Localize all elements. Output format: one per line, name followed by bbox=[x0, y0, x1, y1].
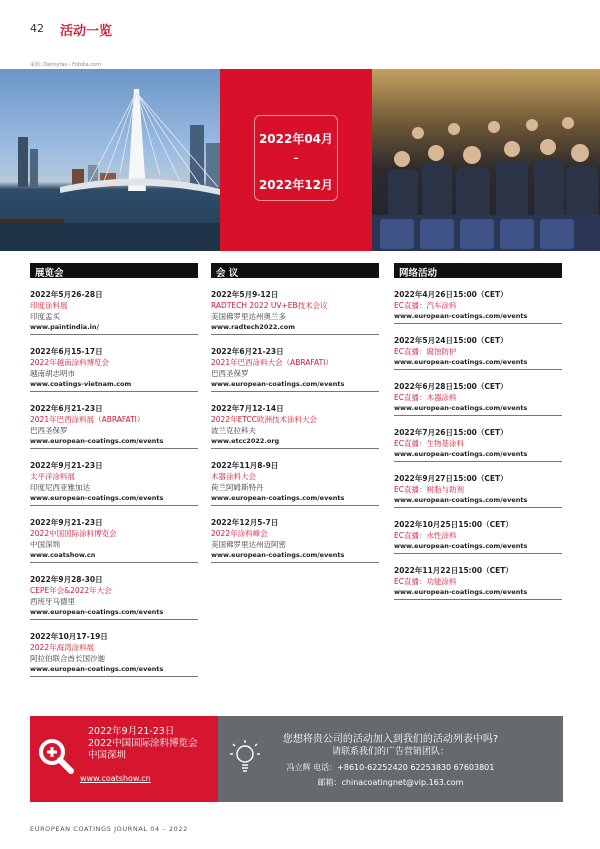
event-link[interactable]: www.european-coatings.com/events bbox=[394, 587, 562, 600]
list-item: 2022年7月26日15:00（CET） EC直播：生物基涂料 www.european-coatings.com/events bbox=[394, 427, 562, 462]
event-link[interactable]: www.radtech2022.com bbox=[211, 322, 379, 335]
event-link[interactable]: www.european-coatings.com/events bbox=[30, 664, 198, 677]
list-item: 2022年9月28-30日 CEPE年会&2022年大会 西班牙马德里 www.european-coatings.com/events bbox=[30, 574, 198, 620]
page-footer: EUROPEAN COATINGS JOURNAL 04 – 2022 bbox=[30, 825, 188, 833]
list-item: 2022年7月12-14日 2022年ETCC欧洲技术涂料大会 波兰克拉科夫 www.etcc2022.org bbox=[211, 403, 379, 449]
list-item: 2022年9月21-23日 太平洋涂料展 印度尼西亚雅加达 www.european-coatings.com/events bbox=[30, 460, 198, 506]
date-to: 2022年12月 bbox=[258, 178, 334, 192]
list-item: 2022年5月9-12日 RADTECH 2022 UV+EB技术会议 美国佛罗里达州奥兰多 www.radtech2022.com bbox=[211, 289, 379, 335]
advertise-question: 您想将贵公司的活动加入到我们的活动列表中吗? bbox=[282, 734, 499, 745]
event-link[interactable]: www.european-coatings.com/events bbox=[394, 403, 562, 416]
event-link[interactable]: www.european-coatings.com/events bbox=[394, 541, 562, 554]
bridge-photo bbox=[0, 69, 220, 251]
search-icon bbox=[36, 736, 76, 776]
advertise-contact: 请联系我们的广告营销团队： bbox=[331, 747, 449, 757]
event-link[interactable]: www.european-coatings.com/events bbox=[394, 449, 562, 462]
featured-event-name: 2022中国国际涂料博览会 bbox=[88, 738, 198, 749]
list-item: 2022年5月26-28日 印度涂料展 印度孟买 www.paintindia.in/ bbox=[30, 289, 198, 335]
contact-email[interactable]: 邮箱：chinacoatingnet@vip.163.com bbox=[317, 778, 464, 787]
featured-event-banner[interactable] bbox=[30, 716, 218, 802]
event-link[interactable]: www.coatings-vietnam.com bbox=[30, 379, 198, 392]
list-item: 2022年5月24日15:00（CET） EC直播：腐蚀防护 www.european-coatings.com/events bbox=[394, 335, 562, 370]
event-link[interactable]: www.coatshow.cn bbox=[30, 550, 198, 563]
webinars-column bbox=[394, 263, 562, 596]
section-title: 活动一览 bbox=[60, 24, 113, 39]
list-item: 2022年6月28日15:00（CET） EC直播：木器涂料 www.european-coatings.com/events bbox=[394, 381, 562, 416]
list-item: 2022年11月8-9日 木器涂料大会 荷兰阿姆斯特丹 www.european-coatings.com/events bbox=[211, 460, 379, 506]
conferences-column bbox=[211, 263, 379, 559]
event-link[interactable]: www.european-coatings.com/events bbox=[394, 357, 562, 370]
exhibitions-column bbox=[30, 263, 198, 673]
list-item: 2022年10月25日15:00（CET） EC直播：水性涂料 www.european-coatings.com/events bbox=[394, 519, 562, 554]
date-separator: – bbox=[293, 153, 299, 164]
featured-event-place: 中国深圳 bbox=[88, 750, 127, 761]
column-heading: 会 议 bbox=[211, 263, 379, 278]
event-link[interactable]: www.european-coatings.com/events bbox=[211, 550, 379, 563]
event-link[interactable]: www.european-coatings.com/events bbox=[211, 493, 379, 506]
photo-credit: 来源: Dannytas - Fotolia.com bbox=[30, 62, 101, 68]
contact-phone: 冯立辉 电话：+8610-62252420 62253830 67603801 bbox=[286, 763, 495, 772]
featured-event-link[interactable]: www.coatshow.cn bbox=[80, 774, 151, 783]
event-link[interactable]: www.paintindia.in/ bbox=[30, 322, 198, 335]
event-link[interactable]: www.european-coatings.com/events bbox=[394, 311, 562, 324]
event-link[interactable]: www.european-coatings.com/events bbox=[30, 493, 198, 506]
list-item: 2022年12月5-7日 2022年涂料峰会 美国佛罗里达州迈阿密 www.european-coatings.com/events bbox=[211, 517, 379, 563]
event-link[interactable]: www.etcc2022.org bbox=[211, 436, 379, 449]
list-item: 2022年9月21-23日 2022中国国际涂料博览会 中国深圳 www.coatshow.cn bbox=[30, 517, 198, 563]
audience-photo bbox=[372, 69, 600, 251]
list-item: 2022年10月17-19日 2022年海湾涂料展 阿拉伯联合酋长国沙迦 www.european-coatings.com/events bbox=[30, 631, 198, 677]
event-link[interactable]: www.european-coatings.com/events bbox=[30, 436, 198, 449]
list-item: 2022年4月26日15:00（CET） EC直播：汽车涂料 www.european-coatings.com/events bbox=[394, 289, 562, 324]
column-heading: 网络活动 bbox=[394, 263, 562, 278]
event-link[interactable]: www.european-coatings.com/events bbox=[30, 607, 198, 620]
list-item: 2022年9月27日15:00（CET） EC直播：树脂与助剂 www.european-coatings.com/events bbox=[394, 473, 562, 508]
featured-event-date: 2022年9月21-23日 bbox=[88, 726, 175, 737]
advertise-banner bbox=[218, 716, 563, 802]
event-link[interactable]: www.european-coatings.com/events bbox=[394, 495, 562, 508]
list-item: 2022年11月22日15:00（CET） EC直播：功能涂料 www.european-coatings.com/events bbox=[394, 565, 562, 600]
list-item: 2022年6月15-17日 2022年越南涂料博览会 越南胡志明市 www.coatings-vietnam.com bbox=[30, 346, 198, 392]
list-item: 2022年6月21-23日 2021年巴西涂料大会（ABRAFATI） 巴西圣保罗 www.european-coatings.com/events bbox=[211, 346, 379, 392]
column-heading: 展览会 bbox=[30, 263, 198, 278]
page-header bbox=[0, 0, 600, 68]
event-link[interactable]: www.european-coatings.com/events bbox=[211, 379, 379, 392]
page-number: 42 bbox=[30, 22, 44, 35]
list-item: 2022年6月21-23日 2021年巴西涂料展（ABRAFATI） 巴西圣保罗 www.european-coatings.com/events bbox=[30, 403, 198, 449]
date-from: 2022年04月 bbox=[258, 132, 334, 146]
